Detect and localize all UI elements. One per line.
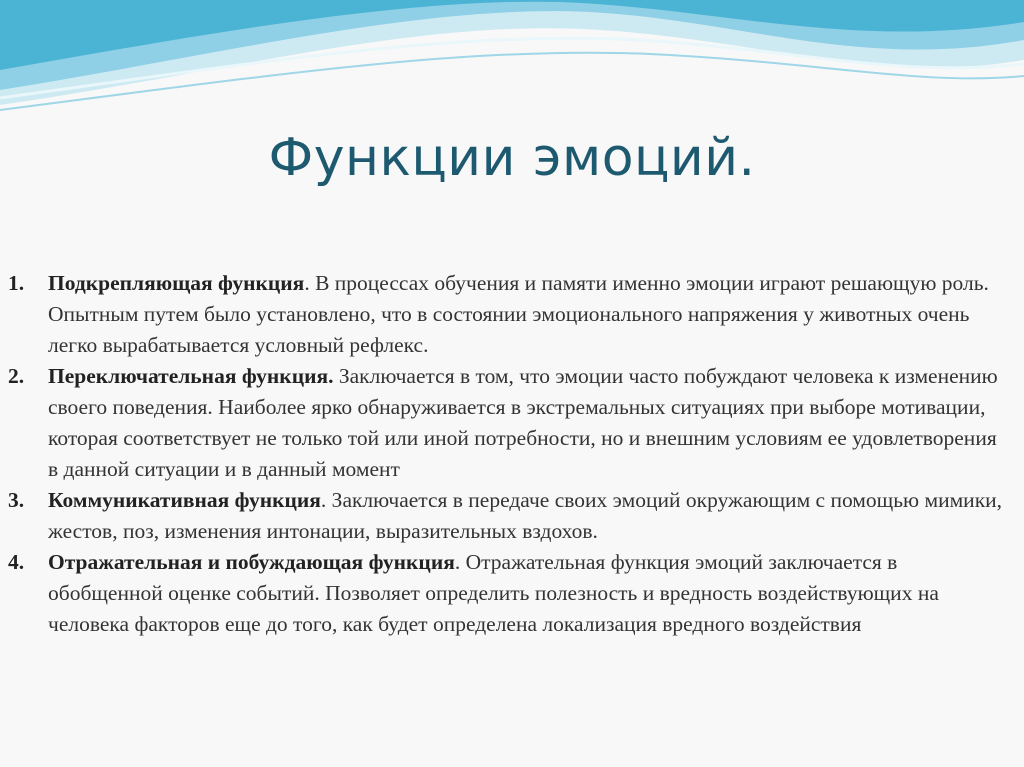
item-term: Переключательная функция.: [48, 364, 334, 388]
wave-decoration: [0, 0, 1024, 120]
functions-list: [8, 268, 1012, 640]
list-item: [8, 268, 1012, 361]
item-text: Заключается в том, что эмоции часто побуждают человека к изменению своего поведения. Наиболее ярко обнаруживается в экстремальных ситуациях при выборе мотивации, которая соответствует не только той или иной потребности, но и внешним условиям ее удовлетворения в данной ситуации и в данный момент: [48, 364, 998, 481]
list-item: [8, 547, 1012, 640]
item-number: 3.: [8, 488, 25, 512]
item-number: 1.: [8, 271, 25, 295]
item-term: Коммуникативная функция: [48, 488, 321, 512]
item-text: . Заключается в передаче своих эмоций окружающим с помощью мимики, жестов, поз, изменения интонации, выразительных вздохов.: [48, 488, 1003, 543]
item-term: Подкрепляющая функция: [48, 271, 305, 295]
item-number: 2.: [8, 364, 25, 388]
list-item: [8, 485, 1012, 547]
item-text: . Отражательная функция эмоций заключается в обобщенной оценке событий. Позволяет определить полезность и вредность воздействующих на человека факторов еще до того, как будет определена локализация вредного воздействия: [48, 550, 939, 636]
slide-title: Функции эмоций.: [268, 128, 756, 188]
item-text: . В процессах обучения и памяти именно эмоции играют решающую роль. Опытным путем было установлено, что в состоянии эмоционального напряжения у животных очень легко вырабатывается условный рефлекс.: [48, 271, 989, 357]
item-term: Отражательная и побуждающая функция: [48, 550, 455, 574]
list-item: [8, 361, 1012, 485]
item-number: 4.: [8, 550, 25, 574]
